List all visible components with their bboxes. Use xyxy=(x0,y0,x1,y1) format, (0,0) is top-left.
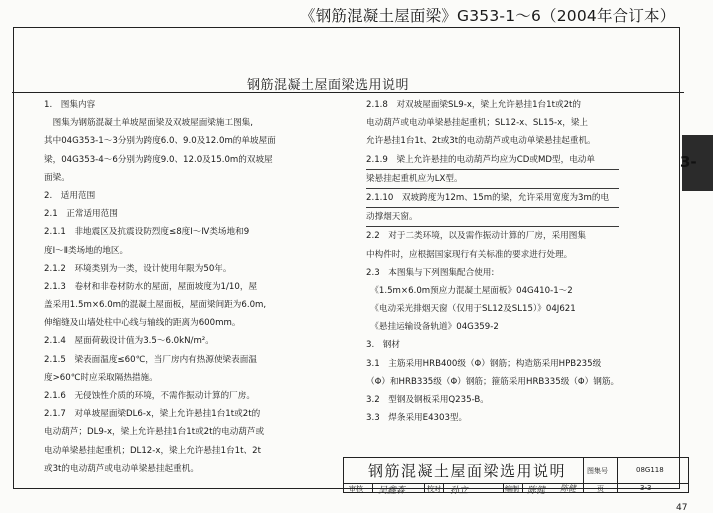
title-block-rule xyxy=(522,483,523,493)
text-line: 2.1.1 非地震区及抗震设防烈度≤8度Ⅰ～Ⅳ类场地和9 xyxy=(44,227,250,238)
sheet-page-number: 3-3 xyxy=(640,484,652,492)
design-label: 编制 xyxy=(505,485,519,493)
text-line: 3.1 主筋采用HRB400级（Φ）钢筋；构造筋采用HPB235级 xyxy=(366,358,602,369)
text-line: 1. 图集内容 xyxy=(44,100,96,110)
text-line: 中构件时，应根据国家现行有关标准的要求进行处理。 xyxy=(366,249,573,260)
atlas-number: 08G118 xyxy=(636,466,664,474)
text-line: 《电动采光排烟天窗（仅用于SL12及SL15）》04J621 xyxy=(366,304,576,315)
title-block-rule xyxy=(617,457,618,493)
page-label: 页 xyxy=(597,485,604,493)
text-line: 2.3 本图集与下列图集配合使用: xyxy=(366,267,495,278)
text-line: 2.1.8 对双坡屋面梁SL9-x，梁上允许悬挂1台1t或2t的 xyxy=(366,100,581,110)
text-line: 图集为钢筋混凝土单坡屋面梁及双坡屋面梁施工图集, xyxy=(44,118,253,129)
text-line: 2.1.3 卷材和非卷材防水的屋面，屋面坡度为1/10，屋 xyxy=(44,281,258,292)
page-number: 47 xyxy=(676,503,688,513)
design-signature: 陈健 xyxy=(527,486,546,496)
text-line: 2.1.6 无侵蚀性介质的环境，不需作振动计算的厂房。 xyxy=(44,391,255,401)
title-divider xyxy=(12,92,684,93)
sheet-title: 钢筋混凝土屋面梁选用说明 xyxy=(368,462,567,480)
title-block-rule xyxy=(443,483,444,493)
text-line: 电动葫芦；DL9-x，梁上允许悬挂1台1t或2t的电动葫芦或 xyxy=(44,427,265,438)
text-line: 《1.5m×6.0m预应力混凝土屋面板》04G410-1～2 xyxy=(366,285,573,296)
title-block-rule xyxy=(583,457,584,493)
text-line: 伸缩缝及山墙处柱中心线与轴线的距离为600mm。 xyxy=(44,318,241,329)
title-block-rule xyxy=(424,483,425,493)
text-line: 3.3 焊条采用E4303型。 xyxy=(366,413,468,424)
text-line: 2.1.4 屋面荷载设计值为3.5～6.0kN/m²。 xyxy=(44,336,214,347)
text-line: 其中04G353-1～3分别为跨度6.0、9.0及12.0m的单坡屋面 xyxy=(44,136,276,147)
book-header-title: 《钢筋混凝土屋面梁》G353-1～6（2004年合订本） xyxy=(300,7,676,25)
text-line: 2. 适用范围 xyxy=(44,190,96,201)
review-signature: 吴鑫森 xyxy=(378,486,406,496)
title-block-rule xyxy=(372,483,373,493)
text-line: 梁悬挂起重机应为LX型。 xyxy=(366,170,619,189)
text-line: 2.1 正常适用范围 xyxy=(44,209,118,220)
text-line: （Φ）和HRB335级（Φ）钢筋；箍筋采用HRB335级（Φ）钢筋。 xyxy=(366,376,620,387)
atlas-number-label: 图集号 xyxy=(587,467,608,475)
text-line: 电动葫芦或电动单梁悬挂起重机；SL12-x、SL15-x，梁上 xyxy=(366,118,589,129)
design-signature-hand: 陈健 xyxy=(560,484,576,493)
text-line: 2.1.7 对单坡屋面梁DL6-x，梁上允许悬挂1台1t或2t的 xyxy=(44,409,261,420)
text-line: 2.1.5 梁表面温度≤60℃，当厂房内有热源使梁表面温 xyxy=(44,354,257,365)
text-line: 《悬挂运输设备轨道》04G359-2 xyxy=(366,322,499,333)
title-block-rule xyxy=(503,483,504,493)
proof-label: 校对 xyxy=(427,485,441,493)
chapter-tab-label: 3- xyxy=(680,153,697,171)
proof-signature: 孙立 xyxy=(450,486,469,496)
text-line: 3.2 型钢及钢板采用Q235-B。 xyxy=(366,395,489,405)
left-column xyxy=(44,96,276,478)
text-line: 允许悬挂1台1t、2t或3t的电动葫芦或电动单梁悬挂起重机。 xyxy=(366,136,596,147)
text-line: 或3t的电动葫芦或电动单梁悬挂起重机。 xyxy=(44,463,199,474)
text-line: 度>60℃时应采取隔热措施。 xyxy=(44,372,158,383)
right-column xyxy=(366,96,619,427)
text-line: 度Ⅰ～Ⅱ类场地的地区。 xyxy=(44,245,129,256)
text-line: 梁，04G353-4～6分别为跨度9.0、12.0及15.0m的双坡屋 xyxy=(44,154,273,165)
text-line: 动撑烟天窗。 xyxy=(366,208,619,227)
text-line: 2.1.10 双坡跨度为12m、15m的梁，允许采用宽度为3m的电 xyxy=(366,189,619,208)
text-line: 盖采用1.5m×6.0m的混凝土屋面板，屋面梁间距为6.0m, xyxy=(44,300,267,311)
text-line: 2.2 对于二类环境，以及需作振动计算的厂房，采用图集 xyxy=(366,231,586,242)
document-title: 钢筋混凝土屋面梁选用说明 xyxy=(247,78,410,93)
text-line: 电动单梁悬挂起重机；DL12-x，梁上允许悬挂1台1t、2t xyxy=(44,445,261,456)
text-line: 2.1.2 环境类别为一类，设计使用年限为50年。 xyxy=(44,263,232,274)
text-line: 3. 钢材 xyxy=(366,340,400,351)
text-line: 面梁。 xyxy=(44,172,70,183)
text-line: 2.1.9 梁上允许悬挂的电动葫芦均应为CD或MD型，电动单 xyxy=(366,151,619,170)
review-label: 审核 xyxy=(349,485,363,493)
